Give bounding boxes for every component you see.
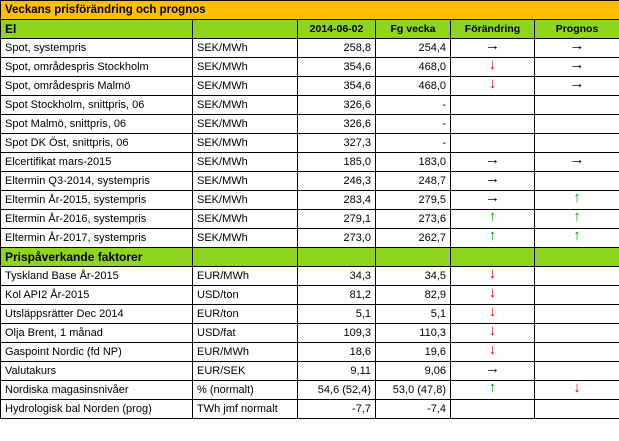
arrow-down-icon: ↓ [573, 380, 581, 396]
column-header-5: Prognos [535, 20, 619, 39]
change-indicator [451, 172, 535, 191]
section-title: Prispåverkande faktorer [1, 248, 193, 267]
table-row [1, 153, 619, 172]
row-unit: SEK/MWh [193, 39, 298, 58]
forecast-indicator [535, 153, 619, 172]
change-indicator [451, 191, 535, 210]
table-row [1, 305, 619, 324]
change-indicator [451, 134, 535, 153]
change-indicator [451, 229, 535, 248]
table-row [1, 172, 619, 191]
row-label: Hydrologisk bal Norden (prog) [1, 400, 193, 419]
row-label: Spot DK Öst, snittpris, 06 [1, 134, 193, 153]
forecast-indicator [535, 58, 619, 77]
forecast-indicator [535, 115, 619, 134]
row-label: Spot, systempris [1, 39, 193, 58]
value-current: 354,6 [298, 58, 376, 77]
value-current: 34,3 [298, 267, 376, 286]
section-title: El [1, 20, 193, 39]
value-previous: 248,7 [376, 172, 451, 191]
column-header-3: Fg vecka [376, 20, 451, 39]
forecast-indicator [535, 267, 619, 286]
arrow-right-icon: → [485, 152, 500, 168]
row-unit: SEK/MWh [193, 134, 298, 153]
value-previous: 279,5 [376, 191, 451, 210]
arrow-down-icon: ↓ [488, 285, 497, 301]
forecast-indicator [535, 381, 619, 400]
row-unit: EUR/MWh [193, 343, 298, 362]
arrow-right-icon: → [569, 57, 585, 73]
section-header-row [1, 248, 619, 267]
row-label: Olja Brent, 1 månad [1, 324, 193, 343]
value-previous: - [376, 96, 451, 115]
table-row [1, 362, 619, 381]
value-previous: 34,5 [376, 267, 451, 286]
column-header-4: Förändring [451, 20, 535, 39]
value-previous: 9,06 [376, 362, 451, 381]
row-unit: USD/fat [193, 324, 298, 343]
row-label: Eltermin År-2015, systempris [1, 191, 193, 210]
value-current: 185,0 [298, 153, 376, 172]
value-previous: 183,0 [376, 153, 451, 172]
value-current: 258,8 [298, 39, 376, 58]
change-indicator [451, 286, 535, 305]
column-header-2: 2014-06-02 [298, 20, 376, 39]
arrow-up-icon: ↑ [488, 380, 497, 396]
row-unit: SEK/MWh [193, 172, 298, 191]
table-row [1, 77, 619, 96]
forecast-indicator [535, 39, 619, 58]
table-row [1, 381, 619, 400]
table-row [1, 324, 619, 343]
forecast-indicator [535, 229, 619, 248]
value-current: 18,6 [298, 343, 376, 362]
change-indicator [451, 267, 535, 286]
forecast-indicator [535, 172, 619, 191]
row-label: Gaspoint Nordic (fd NP) [1, 343, 193, 362]
row-unit: SEK/MWh [193, 58, 298, 77]
arrow-right-icon: → [485, 171, 500, 187]
change-indicator [451, 324, 535, 343]
value-previous: - [376, 115, 451, 134]
arrow-down-icon: ↓ [488, 304, 497, 320]
arrow-right-icon: → [569, 76, 585, 92]
change-indicator [451, 96, 535, 115]
forecast-indicator [535, 343, 619, 362]
table-row [1, 286, 619, 305]
row-label: Nordiska magasinsnivåer [1, 381, 193, 400]
arrow-up-icon: ↑ [488, 209, 497, 225]
arrow-down-icon: ↓ [488, 266, 497, 282]
row-unit: SEK/MWh [193, 96, 298, 115]
row-label: Utsläppsrätter Dec 2014 [1, 305, 193, 324]
value-previous: 468,0 [376, 77, 451, 96]
forecast-indicator [535, 305, 619, 324]
arrow-down-icon: ↓ [488, 342, 497, 358]
row-unit: SEK/MWh [193, 191, 298, 210]
forecast-indicator [535, 210, 619, 229]
row-unit: EUR/SEK [193, 362, 298, 381]
value-previous: -7,4 [376, 400, 451, 419]
table-row [1, 229, 619, 248]
row-label: Spot, områdespris Stockholm [1, 58, 193, 77]
value-previous: 82,9 [376, 286, 451, 305]
column-header-4 [451, 248, 535, 267]
value-current: 354,6 [298, 77, 376, 96]
arrow-right-icon: → [485, 361, 500, 377]
row-unit: SEK/MWh [193, 77, 298, 96]
forecast-indicator [535, 400, 619, 419]
table-row [1, 191, 619, 210]
arrow-down-icon: ↓ [488, 57, 497, 73]
change-indicator [451, 362, 535, 381]
value-current: 279,1 [298, 210, 376, 229]
row-label: Spot, områdespris Malmö [1, 77, 193, 96]
row-unit: % (normalt) [193, 381, 298, 400]
value-current: 326,6 [298, 96, 376, 115]
value-previous: 110,3 [376, 324, 451, 343]
row-unit: SEK/MWh [193, 229, 298, 248]
forecast-indicator [535, 286, 619, 305]
change-indicator [451, 153, 535, 172]
forecast-indicator [535, 77, 619, 96]
arrow-right-icon: → [485, 190, 500, 206]
row-label: Valutakurs [1, 362, 193, 381]
value-current: 54,6 (52,4) [298, 381, 376, 400]
value-current: 81,2 [298, 286, 376, 305]
arrow-right-icon: → [485, 38, 500, 54]
change-indicator [451, 115, 535, 134]
value-current: -7,7 [298, 400, 376, 419]
arrow-up-icon: ↑ [488, 228, 497, 244]
forecast-indicator [535, 324, 619, 343]
change-indicator [451, 343, 535, 362]
row-label: Eltermin År-2016, systempris [1, 210, 193, 229]
arrow-down-icon: ↓ [488, 76, 497, 92]
table-row [1, 115, 619, 134]
value-previous: - [376, 134, 451, 153]
arrow-down-icon: ↓ [488, 323, 497, 339]
forecast-indicator [535, 134, 619, 153]
row-unit: SEK/MWh [193, 115, 298, 134]
value-previous: 468,0 [376, 58, 451, 77]
row-unit: EUR/MWh [193, 267, 298, 286]
arrow-up-icon: ↑ [573, 190, 581, 206]
arrow-right-icon: → [569, 152, 585, 168]
column-header-1 [193, 248, 298, 267]
row-label: Elcertifikat mars-2015 [1, 153, 193, 172]
column-header-3 [376, 248, 451, 267]
forecast-indicator [535, 96, 619, 115]
row-label: Spot Malmö, snittpris, 06 [1, 115, 193, 134]
value-previous: 53,0 (47,8) [376, 381, 451, 400]
arrow-up-icon: ↑ [573, 228, 581, 244]
forecast-indicator [535, 191, 619, 210]
table-row [1, 343, 619, 362]
row-label: Tyskland Base År-2015 [1, 267, 193, 286]
value-current: 326,6 [298, 115, 376, 134]
change-indicator [451, 381, 535, 400]
row-label: Kol API2 År-2015 [1, 286, 193, 305]
arrow-right-icon: → [569, 38, 585, 54]
value-previous: 5,1 [376, 305, 451, 324]
row-label: Spot Stockholm, snittpris, 06 [1, 96, 193, 115]
table-row [1, 134, 619, 153]
row-unit: EUR/ton [193, 305, 298, 324]
table-row [1, 39, 619, 58]
forecast-indicator [535, 362, 619, 381]
change-indicator [451, 77, 535, 96]
value-current: 9,11 [298, 362, 376, 381]
value-previous: 273,6 [376, 210, 451, 229]
table-row [1, 96, 619, 115]
column-header-2 [298, 248, 376, 267]
value-previous: 19,6 [376, 343, 451, 362]
change-indicator [451, 39, 535, 58]
row-label: Eltermin Q3-2014, systempris [1, 172, 193, 191]
table-row [1, 400, 619, 419]
arrow-up-icon: ↑ [573, 209, 581, 225]
column-header-5 [535, 248, 619, 267]
row-unit: SEK/MWh [193, 153, 298, 172]
row-label: Eltermin År-2017, systempris [1, 229, 193, 248]
section-header-row [1, 20, 619, 39]
value-previous: 254,4 [376, 39, 451, 58]
value-current: 5,1 [298, 305, 376, 324]
column-header-1 [193, 20, 298, 39]
page-title: Veckans prisförändring och prognos [1, 1, 619, 20]
row-unit: TWh jmf normalt [193, 400, 298, 419]
sheet-title-row [1, 1, 619, 20]
value-previous: 262,7 [376, 229, 451, 248]
value-current: 246,3 [298, 172, 376, 191]
table-row [1, 58, 619, 77]
value-current: 327,3 [298, 134, 376, 153]
change-indicator [451, 305, 535, 324]
row-unit: SEK/MWh [193, 210, 298, 229]
value-current: 109,3 [298, 324, 376, 343]
row-unit: USD/ton [193, 286, 298, 305]
value-current: 273,0 [298, 229, 376, 248]
change-indicator [451, 210, 535, 229]
change-indicator [451, 58, 535, 77]
change-indicator [451, 400, 535, 419]
table-row [1, 210, 619, 229]
table-row [1, 267, 619, 286]
value-current: 283,4 [298, 191, 376, 210]
